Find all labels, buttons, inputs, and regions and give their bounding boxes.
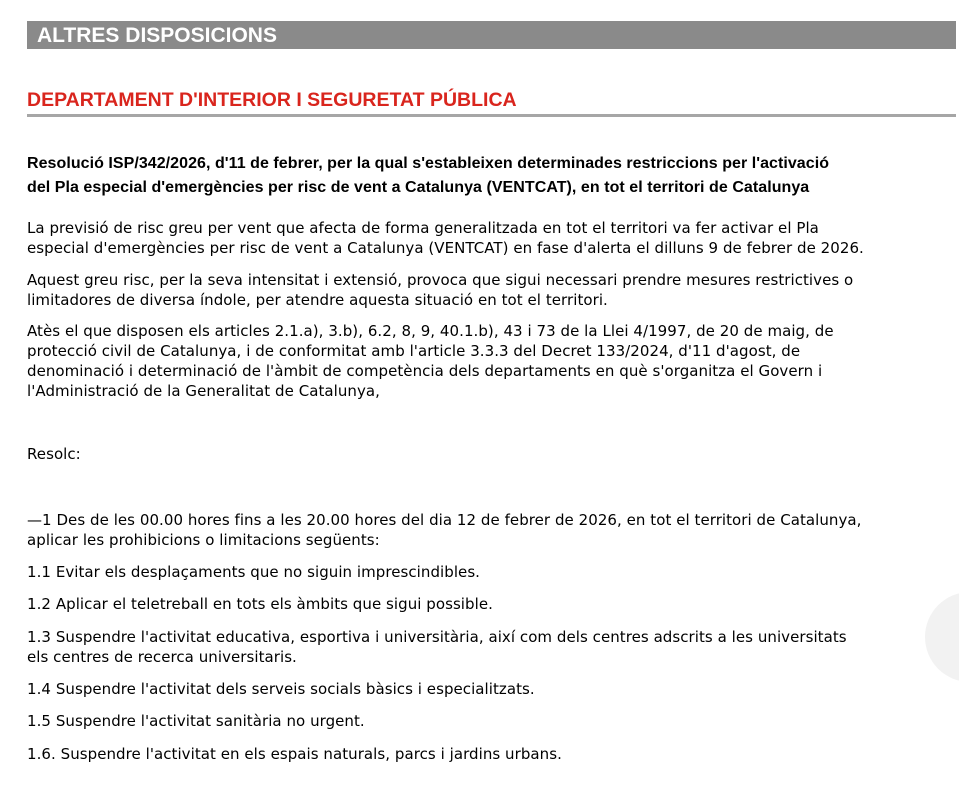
paragraph-line: La previsió de risc greu per vent que afecta de forma generalitzada en tot el territori va fer activar el Pla bbox=[27, 219, 819, 237]
resolution-title-line: Resolució ISP/342/2026, d'11 de febrer, per la qual s'estableixen determinades restriccions per l'activació bbox=[27, 155, 830, 172]
list-item-1-6 bbox=[27, 744, 959, 764]
paragraph-line: —1 Des de les 00.00 hores fins a les 20.00 hores del dia 12 de febrer de 2026, en tot el territori de Catalunya, bbox=[27, 511, 862, 529]
paragraph-line: 1.5 Suspendre l'activitat sanitària no urgent. bbox=[27, 712, 365, 730]
paragraph-line: els centres de recerca universitaris. bbox=[27, 648, 297, 666]
section-header-bar: ALTRES DISPOSICIONS bbox=[27, 21, 956, 49]
resolution-title-line: del Pla especial d'emergències per risc de vent a Catalunya (VENTCAT), en tot el territori de Catalunya bbox=[27, 179, 810, 196]
paragraph-line: denominació i determinació de l'àmbit de competència dels departaments en què s'organitza el Govern i bbox=[27, 362, 823, 380]
list-item-1-1 bbox=[27, 562, 959, 582]
department-divider bbox=[27, 114, 956, 117]
list-item-1-2 bbox=[27, 594, 959, 614]
department-heading: DEPARTAMENT D'INTERIOR I SEGURETAT PÚBLICA bbox=[27, 89, 517, 111]
paragraph-line: 1.2 Aplicar el teletreball en tots els àmbits que sigui possible. bbox=[27, 595, 493, 613]
list-item-1-4 bbox=[27, 679, 959, 699]
resolution-title bbox=[27, 152, 956, 200]
paragraph-line: 1.6. Suspendre l'activitat en els espais naturals, parcs i jardins urbans. bbox=[27, 745, 562, 763]
paragraph-line: protecció civil de Catalunya, i de conformitat amb l'article 3.3.3 del Decret 133/2024, d'11 d'agost, de bbox=[27, 342, 801, 360]
paragraph-line: Aquest greu risc, per la seva intensitat i extensió, provoca que sigui necessari prendre mesures restrictives o bbox=[27, 271, 854, 289]
paragraph-line: Resolc: bbox=[27, 445, 81, 463]
resolve-label bbox=[27, 444, 959, 464]
preamble-paragraph-risk bbox=[27, 218, 959, 258]
paragraph-line: l'Administració de la Generalitat de Catalunya, bbox=[27, 382, 380, 400]
paragraph-line: especial d'emergències per risc de vent a Catalunya (VENTCAT) en fase d'alerta el dilluns 9 de febrer de 2026. bbox=[27, 239, 864, 257]
paragraph-line: Atès el que disposen els articles 2.1.a), 3.b), 6.2, 8, 9, 40.1.b), 43 i 73 de la Llei 4/1997, de 20 de maig, de bbox=[27, 322, 834, 340]
article-1 bbox=[27, 510, 959, 550]
paragraph-line: 1.3 Suspendre l'activitat educativa, esportiva i universitària, així com dels centres adscrits a les universitats bbox=[27, 628, 847, 646]
preamble-paragraph-measures bbox=[27, 270, 959, 310]
paragraph-line: limitadores de diversa índole, per atendre aquesta situació en tot el territori. bbox=[27, 291, 608, 309]
list-item-1-3 bbox=[27, 627, 959, 667]
paragraph-line: aplicar les prohibicions o limitacions següents: bbox=[27, 531, 380, 549]
list-item-1-5 bbox=[27, 711, 959, 731]
preamble-paragraph-legal-basis bbox=[27, 321, 959, 401]
paragraph-line: 1.1 Evitar els desplaçaments que no siguin imprescindibles. bbox=[27, 563, 481, 581]
paragraph-line: 1.4 Suspendre l'activitat dels serveis socials bàsics i especialitzats. bbox=[27, 680, 535, 698]
